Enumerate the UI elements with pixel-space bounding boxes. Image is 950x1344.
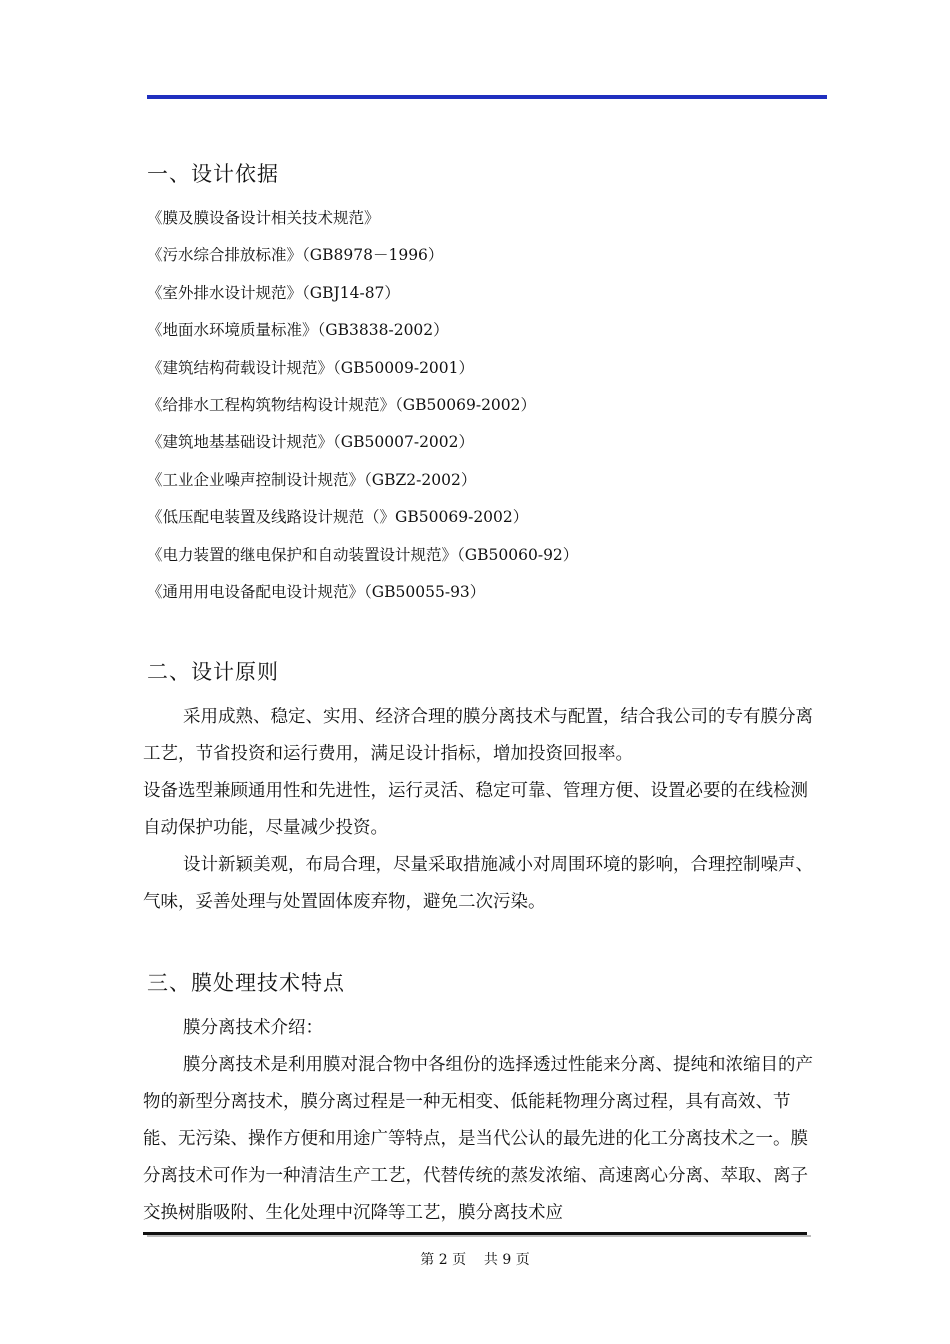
principle-paragraph: 设备选型兼顾通用性和先进性，运行灵活、稳定可靠、管理方便、设置必要的在线检测自动保护功能，尽量减少投资。 bbox=[143, 781, 808, 838]
principle-paragraph: 设计新颖美观，布局合理，尽量采取措施减小对周围环境的影响，合理控制噪声、气味，妥善处理与处置固体废弃物，避免二次污染。 bbox=[143, 855, 813, 912]
reference-item: 《给排水工程构筑物结构设计规范》（GB50069-2002） bbox=[147, 395, 537, 414]
principles-body bbox=[143, 699, 815, 921]
reference-item: 《膜及膜设备设计相关技术规范》 bbox=[147, 209, 380, 227]
reference-item: 《地面水环境质量标准》（GB3838-2002） bbox=[147, 321, 449, 340]
reference-item: 《建筑结构荷载设计规范》（GB50009-2001） bbox=[147, 358, 475, 377]
principle-paragraph: 采用成熟、稳定、实用、经济合理的膜分离技术与配置，结合我公司的专有膜分离工艺，节省投资和运行费用，满足设计指标，增加投资回报率。 bbox=[143, 707, 813, 764]
reference-item: 《工业企业噪声控制设计规范》（GBZ2-2002） bbox=[147, 470, 477, 489]
reference-list bbox=[147, 206, 578, 617]
features-body bbox=[143, 1010, 815, 1232]
reference-item: 《电力装置的继电保护和自动装置设计规范》（GB50060-92） bbox=[147, 545, 579, 564]
reference-item: 《建筑地基基础设计规范》（GB50007-2002） bbox=[147, 433, 475, 452]
reference-item: 《通用用电设备配电设计规范》（GB50055-93） bbox=[147, 582, 486, 601]
footer-rule-shadow bbox=[147, 1235, 811, 1237]
section-heading-principles: 二、设计原则 bbox=[147, 660, 279, 684]
section-heading-features: 三、膜处理技术特点 bbox=[147, 971, 345, 995]
reference-item: 《室外排水设计规范》（GBJ14-87） bbox=[147, 283, 400, 302]
header-rule bbox=[147, 95, 827, 99]
reference-item: 《低压配电装置及线路设计规范（》GB50069-2002） bbox=[147, 508, 529, 527]
features-paragraph: 膜分离技术是利用膜对混合物中各组份的选择透过性能来分离、提纯和浓缩目的产物的新型分离技术，膜分离过程是一种无相变、低能耗物理分离过程，具有高效、节能、无污染、操作方便和用途广等特点，是当代公认的最先进的化工分离技术之一。膜分离技术可作为一种清洁生产工艺，代替传统的蒸发浓缩、高速离心分离、萃取、离子交换树脂吸附、生化处理中沉降等工艺，膜分离技术应 bbox=[143, 1055, 813, 1223]
section-heading-basis: 一、设计依据 bbox=[147, 162, 279, 186]
features-subheading: 膜分离技术介绍： bbox=[183, 1018, 323, 1038]
page-number: 第 2 页 共 9 页 bbox=[420, 1252, 530, 1268]
reference-item: 《污水综合排放标准》（GB8978－1996） bbox=[147, 246, 444, 265]
